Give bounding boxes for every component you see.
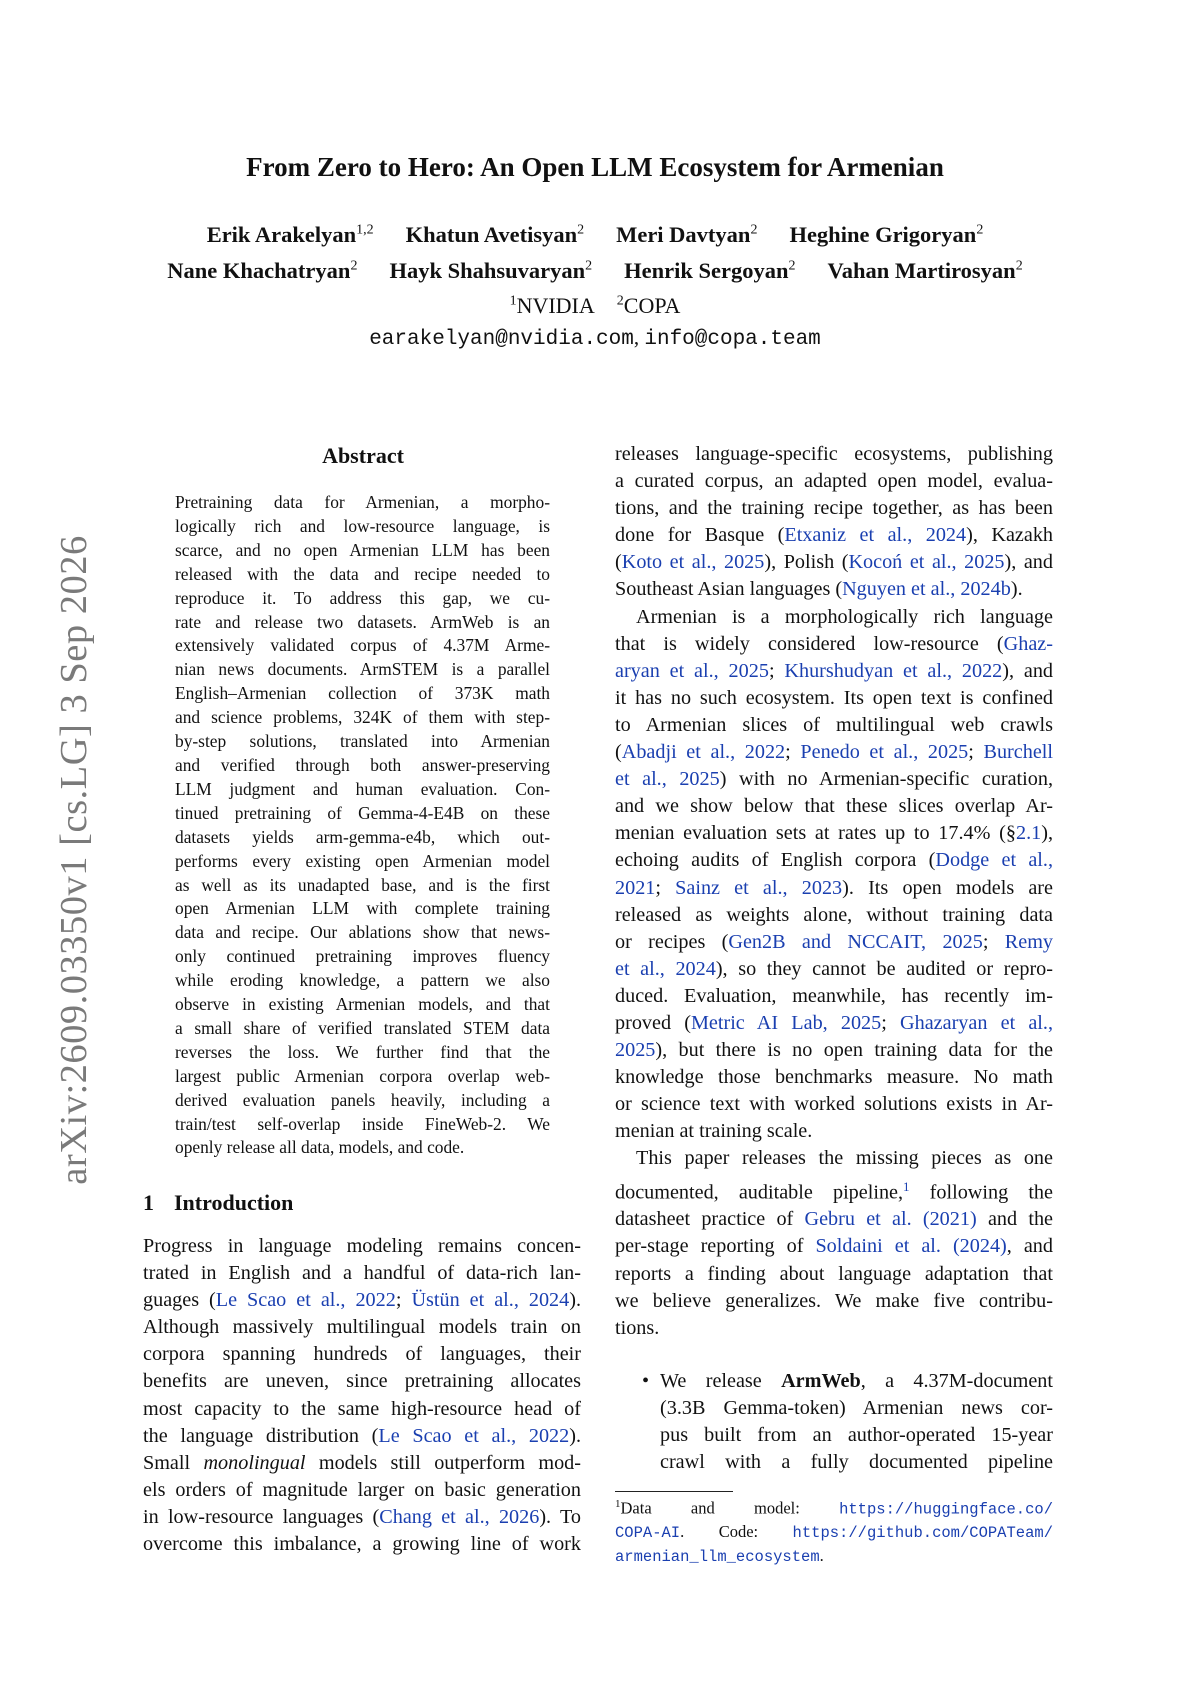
text-line: et al., 2025) with no Armenian-specific curation, — [615, 768, 1054, 791]
text-line: benefits are uneven, since pretraining allocates — [143, 1370, 581, 1393]
text-line: it has no such ecosystem. Its open text is confined — [615, 686, 1053, 709]
text-line: openly release all data, models, and code. — [175, 1137, 465, 1158]
text-line: reverses the loss. We further find that the — [175, 1041, 550, 1062]
citation-link[interactable]: Koto et al., 2025 — [621, 551, 765, 574]
text-line: documented, auditable pipeline,$^1$ following the — [615, 1178, 1053, 1204]
text-line: data and recipe. Our ablations show that news- — [175, 922, 550, 943]
citation-link[interactable]: 2021 — [615, 876, 656, 899]
contact-emails: earakelyan@nvidia.com, info@copa.team — [369, 325, 821, 351]
text-line: English–Armenian collection of 373K math — [175, 683, 550, 704]
text-line: pus built from an author-operated 15-year — [660, 1424, 1053, 1447]
text-line: armenian_llm_ecosystem. — [615, 1545, 824, 1566]
citation-link[interactable]: Gen2B and NCCAIT, 2025 — [728, 930, 983, 953]
text-line: train/test self-overlap inside FineWeb-2. We — [175, 1113, 550, 1134]
citation-link[interactable]: Le Scao et al., 2022 — [215, 1289, 396, 1312]
author: Heghine Grigoryan$^2$ — [789, 222, 984, 247]
citation-link[interactable]: Nguyen et al., 2024b — [842, 578, 1011, 601]
text-line: Southeast Asian languages (Nguyen et al., 2024b). — [615, 578, 1023, 601]
citation-link[interactable]: Burchell — [983, 741, 1054, 764]
text-line: and verified through both answer-preserving — [175, 754, 550, 775]
text-line: a curated corpus, an adapted open model, evalua- — [615, 470, 1053, 493]
text-line: extensively validated corpus of 4.37M Arme- — [175, 635, 550, 656]
url-link[interactable]: https://github.com/COPATeam/ — [792, 1524, 1053, 1542]
text-line: open Armenian LLM with complete training — [175, 898, 550, 919]
affiliation: $^2$COPA — [616, 293, 681, 318]
arxiv-identifier: arXiv:2609.03350v1 [cs.LG] 3 Sep 2026 — [53, 535, 95, 1185]
text-line: els orders of magnitude larger on basic generation — [143, 1478, 581, 1501]
author: Henrik Sergoyan$^2$ — [624, 258, 796, 283]
text-line: COPA-AI. Code: https://github.com/COPATeam/ — [615, 1522, 1053, 1542]
text-line: nian news documents. ArmSTEM is a parallel — [175, 659, 550, 680]
citation-link[interactable]: 2025 — [615, 1039, 656, 1062]
text-line: Small monolingual models still outperform mod- — [143, 1451, 581, 1474]
text-line: reproduce it. To address this gap, we cu- — [175, 587, 550, 608]
text-line: 2025), but there is no open training data for the — [615, 1039, 1053, 1062]
author-line-1 — [0, 222, 1190, 248]
citation-link[interactable]: Abadji et al., 2022 — [621, 741, 786, 764]
author-line-2 — [0, 258, 1190, 284]
citation-link[interactable]: et al., 2024 — [615, 957, 716, 980]
citation-link[interactable]: Remy — [1004, 930, 1054, 953]
text-line: menian evaluation sets at rates up to 17.4% (§2.1), — [615, 822, 1053, 845]
text-line: trated in English and a handful of data-rich lan- — [143, 1262, 581, 1285]
text-line: rate and release two datasets. ArmWeb is an — [175, 611, 550, 632]
text-line: We release ArmWeb, a 4.37M-document — [660, 1370, 1053, 1392]
author: Meri Davtyan$^2$ — [616, 222, 758, 247]
text-line: most capacity to the same high-resource head of — [143, 1397, 581, 1420]
text-line: per-stage reporting of Soldaini et al. (2024), and — [615, 1235, 1053, 1258]
text-line: overcome this imbalance, a growing line of work — [143, 1533, 581, 1556]
citation-link[interactable]: Penedo et al., 2025 — [800, 741, 969, 764]
text-line: as well as its unadapted base, and is the first — [175, 874, 550, 895]
email-link[interactable]: earakelyan@nvidia.com — [369, 328, 634, 351]
text-line: This paper releases the missing pieces as one — [636, 1147, 1053, 1170]
contribution-bullet — [615, 1368, 1053, 1476]
text-line: or science text with worked solutions exists in Ar- — [615, 1093, 1053, 1116]
text-line: datasheet practice of Gebru et al. (2021) and the — [615, 1208, 1053, 1231]
text-line: and we show below that these slices overlap Ar- — [615, 795, 1053, 818]
affiliation: $^1$NVIDIA — [509, 293, 595, 318]
citation-link[interactable]: Kocoń et al., 2025 — [848, 551, 1005, 574]
abstract-heading: Abstract — [322, 443, 404, 468]
text-line: in low-resource languages (Chang et al., 2026). To — [143, 1505, 581, 1528]
text-line: that is widely considered low-resource (Ghaz- — [615, 632, 1053, 655]
text-line: Although massively multilingual models train on — [143, 1316, 581, 1339]
citation-link[interactable]: et al., 2025 — [615, 768, 720, 791]
text-line: performs every existing open Armenian model — [175, 850, 550, 871]
citation-link[interactable]: Khurshudyan et al., 2022 — [784, 659, 1003, 682]
text-line: the language distribution (Le Scao et al., 2022). — [143, 1424, 582, 1447]
citation-link[interactable]: Ghazaryan et al., — [900, 1011, 1054, 1034]
intro-right-column — [615, 441, 1053, 1342]
text-line: tinued pretraining of Gemma-4-E4B on these — [175, 802, 550, 823]
text-line: releases language-specific ecosystems, publishing — [615, 443, 1053, 465]
text-line: aryan et al., 2025; Khurshudyan et al., 2022), and — [615, 659, 1054, 682]
author: Vahan Martirosyan$^2$ — [827, 258, 1023, 283]
citation-link[interactable]: Le Scao et al., 2022 — [378, 1424, 570, 1447]
text-line: tions, and the training recipe together, as has been — [615, 497, 1053, 520]
citation-link[interactable]: 2.1 — [1015, 822, 1042, 845]
text-line: or recipes (Gen2B and NCCAIT, 2025; Remy — [615, 930, 1054, 953]
citation-link[interactable]: aryan et al., 2025 — [615, 659, 769, 682]
affiliations — [0, 293, 1190, 319]
text-line: only continued pretraining improves fluency — [175, 946, 550, 967]
citation-link[interactable]: Soldaini et al. (2024) — [815, 1235, 1007, 1258]
text-line: by-step solutions, translated into Armenian — [175, 731, 550, 752]
text-line: a small share of verified translated STEM data — [175, 1017, 550, 1038]
text-line: LLM judgment and human evaluation. Con- — [175, 778, 550, 799]
author: Erik Arakelyan$^{1,2}$ — [206, 222, 374, 247]
text-line: corpora spanning hundreds of languages, their — [143, 1343, 581, 1366]
url-link[interactable]: https://huggingface.co/ — [839, 1500, 1053, 1519]
abstract-body — [175, 491, 550, 1160]
text-line: (Abadji et al., 2022; Penedo et al., 2025; Burchell — [615, 741, 1054, 764]
text-line: scarce, and no open Armenian LLM has been — [175, 539, 550, 560]
footnote-rule — [615, 1491, 733, 1492]
text-line: reports a finding about language adaptation that — [615, 1262, 1053, 1285]
text-line: Armenian is a morphologically rich language — [636, 605, 1053, 628]
text-line: 2021; Sainz et al., 2023). Its open models are — [615, 876, 1053, 899]
text-line: (Koto et al., 2025), Polish (Kocoń et al., 2025), and — [615, 551, 1053, 574]
text-line: Pretraining data for Armenian, a morpho- — [175, 492, 550, 512]
author: Nane Khachatryan$^2$ — [167, 258, 358, 283]
text-line: guages (Le Scao et al., 2022; Üstün et al., 2024). — [143, 1289, 582, 1312]
text-line: observe in existing Armenian models, and that — [175, 994, 550, 1015]
footnote — [615, 1494, 1053, 1568]
intro-left-column — [143, 1233, 581, 1558]
text-line: done for Basque (Etxaniz et al., 2024), Kazakh — [615, 524, 1054, 547]
url-link[interactable]: armenian_llm_ecosystem — [615, 1547, 820, 1566]
text-line: (3.3B Gemma-token) Armenian news cor- — [660, 1397, 1053, 1420]
citation-link[interactable]: Metric AI Lab, 2025 — [690, 1011, 882, 1034]
text-line: we believe generalizes. We make five contribu- — [615, 1289, 1053, 1312]
email-link[interactable]: info@copa.team — [644, 328, 821, 351]
text-line: crawl with a fully documented pipeline — [660, 1451, 1053, 1474]
text-line: datasets yields arm-gemma-e4b, which out- — [175, 826, 550, 847]
author: Khatun Avetisyan$^2$ — [405, 222, 585, 247]
section-heading: 1 Introduction — [143, 1190, 294, 1215]
text-line: Progress in language modeling remains concen- — [143, 1235, 581, 1257]
text-line: released with the data and recipe needed to — [175, 563, 550, 584]
arxiv-side-stamp — [44, 510, 104, 1210]
text-line: knowledge those benchmarks measure. No math — [615, 1066, 1053, 1089]
footnote-link[interactable]: 1 — [903, 1178, 910, 1194]
text-line: duced. Evaluation, meanwhile, has recently im- — [615, 984, 1053, 1007]
text-line: while eroding knowledge, a pattern we also — [175, 970, 550, 991]
citation-link[interactable]: Ghaz- — [1003, 632, 1053, 655]
citation-link[interactable]: Dodge et al., — [935, 849, 1053, 872]
text-line: menian at training scale. — [615, 1120, 813, 1143]
text-line: and science problems, 324K of them with step- — [175, 707, 550, 728]
citation-link[interactable]: Gebru et al. (2021) — [804, 1208, 977, 1231]
bullet-marker: • — [642, 1370, 650, 1392]
text-line: to Armenian slices of multilingual web crawls — [615, 713, 1053, 736]
author: Hayk Shahsuvaryan$^2$ — [389, 258, 593, 283]
text-line: derived evaluation panels heavily, including a — [175, 1089, 550, 1110]
text-line: et al., 2024), so they cannot be audited or repro- — [615, 957, 1053, 980]
text-line: largest public Armenian corpora overlap web- — [175, 1065, 550, 1086]
citation-link[interactable]: Chang et al., 2026 — [379, 1505, 540, 1528]
url-link[interactable]: COPA-AI — [615, 1524, 681, 1542]
text-line: tions. — [615, 1316, 660, 1339]
citation-link[interactable]: Etxaniz et al., 2024 — [784, 524, 967, 547]
text-line: released as weights alone, without training data — [615, 903, 1053, 926]
text-line: $^1$Data and model: https://huggingface.co/ — [615, 1498, 1053, 1519]
citation-link[interactable]: Sainz et al., 2023 — [675, 876, 843, 899]
paper-title: From Zero to Hero: An Open LLM Ecosystem for Armenian — [246, 152, 944, 182]
bullet-text — [660, 1368, 1053, 1476]
text-line: logically rich and low-resource language, is — [175, 515, 550, 536]
text-line: echoing audits of English corpora (Dodge et al., — [615, 849, 1053, 872]
text-line: proved (Metric AI Lab, 2025; Ghazaryan et al., — [615, 1011, 1054, 1034]
citation-link[interactable]: Üstün et al., 2024 — [411, 1289, 570, 1312]
